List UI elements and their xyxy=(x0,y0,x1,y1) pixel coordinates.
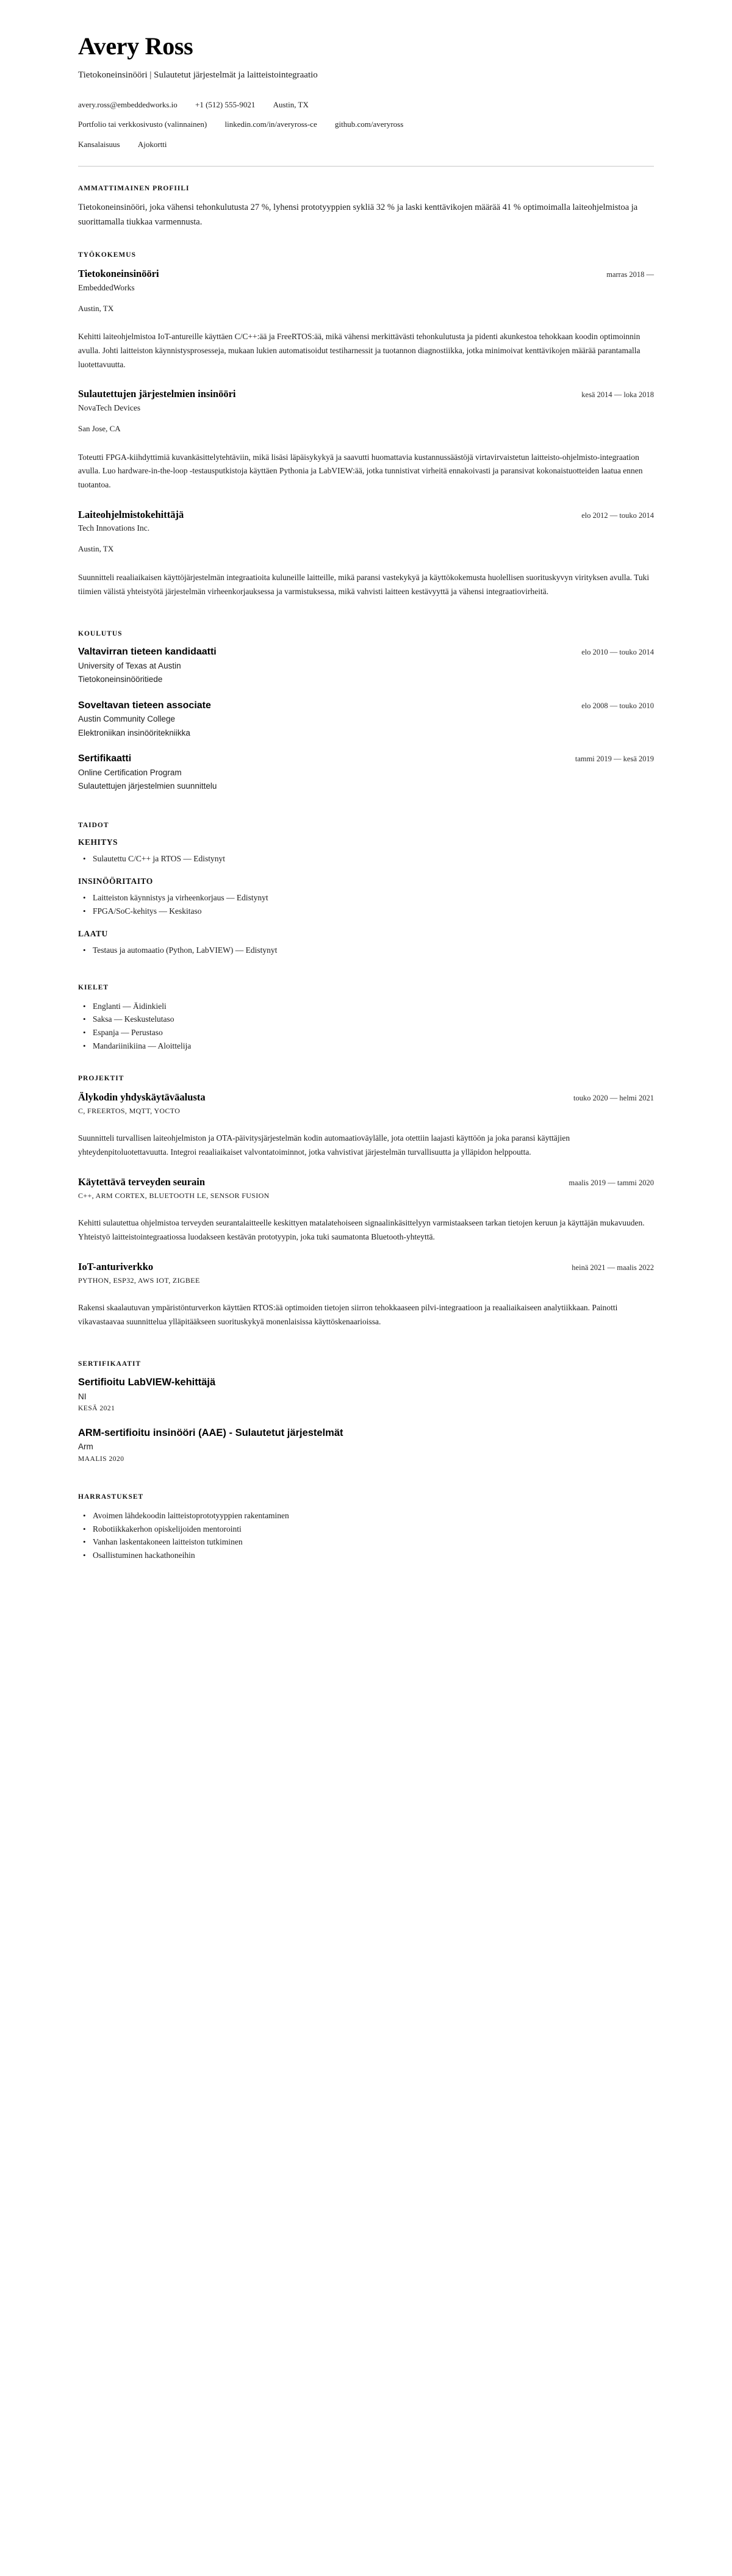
section-title-hobbies: HARRASTUKSET xyxy=(78,1493,144,1501)
education-date: elo 2008 — touko 2010 xyxy=(581,701,654,710)
education-degree: Valtavirran tieteen kandidaatti xyxy=(78,647,217,658)
project-entry xyxy=(78,1175,654,1244)
experience-description: Toteutti FPGA-kiihdyttimiä kuvankäsittelytehtäviin, mikä lisäsi läpäisykykyä ja saavutti huomattavia kustannussäästöjä virtavirvaistetun laitteisto-ohjelmisto-integraation avulla. Luo hardware-in-the-loop -testausputkistoja käyttäen Pythonia ja LabVIEW:ää, jotka tunnistivat virheitä ennakoivasti ja paransivat kokonaistuotteiden laatua ennen tuotantoa. xyxy=(78,452,643,489)
skill-list xyxy=(78,944,654,957)
profile-text: Tietokoneinsinööri, joka vähensi tehonkulutusta 27 %, lyhensi prototyyppien sykliä 32 % ja laski kenttävikojen määrää 41 % optimoimalla laiteohjelmistoa ja suorittamalla tiukkaa varmennusta. xyxy=(78,203,638,227)
project-date: heinä 2021 — maalis 2022 xyxy=(572,1263,654,1272)
section-title-languages: KIELET xyxy=(78,983,109,991)
education-date: tammi 2019 — kesä 2019 xyxy=(575,754,654,763)
project-description: Kehitti sulautettua ohjelmistoa terveyden seurantalaitteelle keskittyen matalatehoiseen signaalinkäsittelyyn varmistaakseen tarkan tietojen keruun ja käyttäjän mukavuuden. Yhteistyö laitteistointegraatiossa luodakseen kestävän prototyypin, joka tuki saumatonta Bluetooth-yhteyttä. xyxy=(78,1218,645,1241)
list-item: • Mandariinikiina — Aloittelija xyxy=(78,1039,654,1053)
hobby-list xyxy=(78,1509,654,1562)
certification-entry xyxy=(78,1376,654,1412)
contact-line-2 xyxy=(78,118,654,131)
contact-phone[interactable]: +1 (512) 555-9021 xyxy=(195,99,256,109)
skill-group xyxy=(78,877,654,918)
contact-citizenship: Kansalaisuus xyxy=(78,139,120,149)
experience-company: NovaTech Devices xyxy=(78,403,141,412)
project-description: Rakensi skaalautuvan ympäristönturverkon käyttäen RTOS:ää optimoiden tietojen siirron tehokkaaseen pilvi-integraatioon ja reaaliaikaiseen analytiikkaan. Painotti vikavastaavaa suunnittelua ylläpitääkseen suorituskykyä monenlaisissa käyttöskenaarioissa. xyxy=(78,1302,618,1326)
education-entry xyxy=(78,700,654,739)
list-item: • FPGA/SoC-kehitys — Keskitaso xyxy=(78,905,654,918)
contact-drivers-license: Ajokortti xyxy=(137,139,167,149)
skill-list xyxy=(78,891,654,918)
experience-entry-head xyxy=(78,267,654,280)
contact-github[interactable]: github.com/averyross xyxy=(334,120,404,129)
contact-email[interactable]: avery.ross@embeddedworks.io xyxy=(78,99,178,109)
list-item: • Osallistuminen hackathoneihin xyxy=(78,1549,654,1562)
education-entry-head xyxy=(78,753,654,766)
education-entry xyxy=(78,646,654,686)
list-item: • Vanhan laskentakoneen laitteiston tutkiminen xyxy=(78,1535,654,1549)
experience-date: kesä 2014 — loka 2018 xyxy=(581,390,654,400)
experience-entry-head xyxy=(78,508,654,521)
section-skills xyxy=(78,822,654,956)
list-item: • Englanti — Äidinkieli xyxy=(78,1000,654,1013)
section-title-profile: AMMATTIMAINEN PROFIILI xyxy=(78,185,190,193)
education-degree: Sertifikaatti xyxy=(78,753,132,764)
experience-role: Laiteohjelmistokehittäjä xyxy=(78,508,184,520)
experience-description: Suunnitteli reaaliaikaisen käyttöjärjestelmän integraatioita kuluneille laitteille, mikä paransi vastekykyä ja käyttökokemusta huolellisen suorituskyvyn virityksen avulla. Tuki tiimien välistä yhteistyötä järjestelmän virheenkorjauksessa ja varmistuksessa, mikä vahvisti laitteen kestävyyttä ja vähensi integraatiovirheitä. xyxy=(78,572,650,596)
list-item: • Avoimen lähdekoodin laitteistoprototyyppien rakentaminen xyxy=(78,1509,654,1523)
project-description: Suunnitteli turvallisen laiteohjelmiston ja OTA-päivitysjärjestelmän kodin automaatioväylälle, jota otettiin laajasti käyttöön ja joka paransi käyttäjien yhteydenpitoluotettavuutta. Integroi reaaliaikaiset valvontatoiminnot, jotka vahvistivat järjestelmän turvallisuutta ja ylläpidon helppoutta. xyxy=(78,1133,570,1157)
education-date: elo 2010 — touko 2014 xyxy=(581,648,654,657)
contact-linkedin[interactable]: linkedin.com/in/averyross-ce xyxy=(224,120,317,129)
certification-date: KESÄ 2021 xyxy=(78,1405,115,1412)
section-title-education: KOULUTUS xyxy=(78,630,123,638)
project-date: maalis 2019 — tammi 2020 xyxy=(569,1178,654,1187)
list-item: • Saksa — Keskustelutaso xyxy=(78,1013,654,1026)
certification-date: MAALIS 2020 xyxy=(78,1455,124,1463)
experience-location: Austin, TX xyxy=(78,303,114,313)
project-entry-head xyxy=(78,1091,654,1103)
certification-name: ARM-sertifioitu insinööri (AAE) - Sulautetut järjestelmät xyxy=(78,1427,343,1438)
project-name: Käytettävä terveyden seurain xyxy=(78,1175,206,1188)
project-name: IoT-anturiverkko xyxy=(78,1260,154,1272)
experience-role: Tietokoneinsinööri xyxy=(78,268,159,280)
skill-group-name: KEHITYS xyxy=(78,838,118,847)
contact-line-1 xyxy=(78,99,654,111)
education-field: Tietokoneinsinööritiede xyxy=(78,675,163,684)
education-entry-head xyxy=(78,646,654,659)
experience-description: Kehitti laiteohjelmistoa IoT-antureille käyttäen C/C++:ää ja FreeRTOS:ää, mikä vähensi merkittävästi tehonkulutusta ja pidenti akunkestoa tehokkaan koodin optimoinnin avulla. Johti laitteiston käynnistysprosesseja, mukaan lukien automatisoidut testiharnessit ja tuotannon diagnostiikka, jotka minimoivat kenttävikojen määrää parantamalla luotettavuutta. xyxy=(78,332,640,369)
experience-location: San Jose, CA xyxy=(78,424,121,434)
education-entry-head xyxy=(78,700,654,712)
page-title: Avery Ross xyxy=(78,32,193,60)
list-item: • Sulautettu C/C++ ja RTOS — Edistynyt xyxy=(78,852,654,866)
skill-list xyxy=(78,852,654,866)
skill-group-name: INSINÖÖRITAITO xyxy=(78,876,153,886)
experience-entry xyxy=(78,508,654,599)
contact-location: Austin, TX xyxy=(273,99,309,109)
education-field: Elektroniikan insinööritekniikka xyxy=(78,728,190,737)
education-degree: Soveltavan tieteen associate xyxy=(78,700,211,711)
contact-portfolio[interactable]: Portfolio tai verkkosivusto (valinnainen) xyxy=(78,120,207,129)
section-languages xyxy=(78,984,654,1053)
certification-name: Sertifioitu LabVIEW-kehittäjä xyxy=(78,1377,216,1388)
experience-company: EmbeddedWorks xyxy=(78,282,135,292)
header-divider xyxy=(78,166,654,167)
project-entry xyxy=(78,1091,654,1160)
section-certifications xyxy=(78,1360,654,1462)
experience-date: marras 2018 — xyxy=(606,270,654,279)
list-item: • Espanja — Perustaso xyxy=(78,1026,654,1039)
section-hobbies xyxy=(78,1493,654,1562)
section-title-experience: TYÖKOKEMUS xyxy=(78,251,136,259)
section-experience xyxy=(78,251,654,598)
list-item: • Testaus ja automaatio (Python, LabVIEW) — Edistynyt xyxy=(78,944,654,957)
education-field: Sulautettujen järjestelmien suunnittelu xyxy=(78,781,217,791)
section-title-projects: PROJEKTIT xyxy=(78,1074,124,1082)
education-school: Austin Community College xyxy=(78,714,176,724)
experience-location: Austin, TX xyxy=(78,544,114,554)
certification-issuer: Arm xyxy=(78,1442,93,1452)
project-entry-head xyxy=(78,1260,654,1273)
skill-group xyxy=(78,838,654,866)
experience-entry xyxy=(78,267,654,371)
education-entry xyxy=(78,753,654,792)
language-list xyxy=(78,1000,654,1053)
project-name: Älykodin yhdyskäytäväalusta xyxy=(78,1091,206,1103)
experience-role: Sulautettujen järjestelmien insinööri xyxy=(78,388,236,400)
education-school: University of Texas at Austin xyxy=(78,661,181,670)
certification-issuer: NI xyxy=(78,1391,87,1401)
section-title-skills: TAIDOT xyxy=(78,822,109,830)
skill-group-name: LAATU xyxy=(78,928,108,938)
list-item: • Robotiikkakerhon opiskelijoiden mentorointi xyxy=(78,1523,654,1536)
list-item: • Laitteiston käynnistys ja virheenkorjaus — Edistynyt xyxy=(78,891,654,905)
project-tech: C, FREERTOS, MQTT, YOCTO xyxy=(78,1107,181,1116)
experience-company: Tech Innovations Inc. xyxy=(78,523,150,533)
experience-date: elo 2012 — touko 2014 xyxy=(581,511,654,520)
professional-headline: Tietokoneinsinööri | Sulautetut järjestelmät ja laitteistointegraatio xyxy=(78,70,318,80)
experience-entry-head xyxy=(78,387,654,400)
education-school: Online Certification Program xyxy=(78,767,182,777)
contact-line-3 xyxy=(78,138,654,151)
project-tech: C++, ARM CORTEX, BLUETOOTH LE, SENSOR FUSION xyxy=(78,1191,270,1200)
section-profile xyxy=(78,185,654,229)
project-entry xyxy=(78,1260,654,1329)
project-tech: PYTHON, ESP32, AWS IOT, ZIGBEE xyxy=(78,1275,200,1285)
section-projects xyxy=(78,1075,654,1329)
project-date: touko 2020 — helmi 2021 xyxy=(573,1093,654,1102)
section-education xyxy=(78,630,654,792)
experience-entry xyxy=(78,387,654,492)
certification-entry xyxy=(78,1427,654,1463)
section-title-certifications: SERTIFIKAATIT xyxy=(78,1360,142,1368)
project-entry-head xyxy=(78,1175,654,1188)
skill-group xyxy=(78,929,654,957)
